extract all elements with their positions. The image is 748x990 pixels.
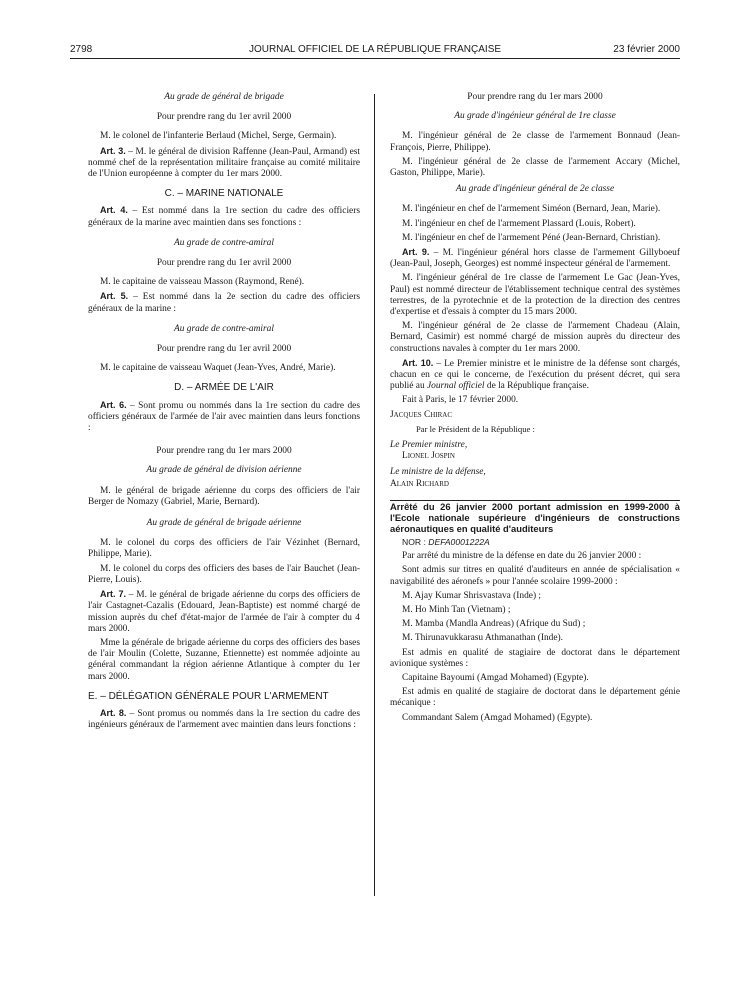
paragraph: M. l'ingénieur en chef de l'armement Plassard (Louis, Robert).	[402, 218, 636, 229]
issue-date: 23 février 2000	[613, 44, 680, 55]
grade-heading: Au grade d'ingénieur général de 2e classe	[455, 184, 615, 195]
column-divider	[374, 94, 375, 896]
article-text: – M. le général de division Raffenne (Jean-Paul, Armand) est nommé chef de la représentation militaire française au comité militaire de l'Union européenne à compter du 1er mars 2000.	[88, 146, 360, 180]
article-6	[88, 400, 360, 435]
premier-ministre-title: Le Premier ministre,	[390, 440, 468, 451]
paragraph: M. le capitaine de vaisseau Masson (Raymond, René).	[100, 277, 305, 288]
paragraph: Par arrêté du ministre de la défense en date du 26 janvier 2000 :	[402, 551, 642, 562]
article-label: Art. 8.	[100, 707, 127, 718]
article-5	[88, 291, 360, 314]
rang-line: Pour prendre rang du 1er avril 2000	[156, 112, 292, 123]
paragraph: M. le colonel du corps des officiers des bases de l'air Bauchet (Jean-Pierre, Louis).	[88, 563, 360, 585]
paragraph: M. le colonel du corps des officiers de l'air Vézinhet (Bernard, Philippe, Marie).	[88, 538, 360, 560]
paragraph: Est admis en qualité de stagiaire de doctorat dans le département génie mécanique :	[390, 687, 680, 709]
article-8	[88, 708, 360, 731]
paragraph: M. l'ingénieur général de 2e classe de l'armement Chadeau (Alain, Bernard, Casimir) est nommé chargé de mission auprès du directeur des constructions navales à compter du 1er mars 2000.	[390, 321, 680, 354]
nor-code: DEFA0001222A	[428, 536, 490, 547]
article-label: Art. 9.	[402, 247, 430, 258]
signature-president: Jacques Chirac	[390, 409, 453, 420]
list-item: M. Thirunavukkarasu Athmanathan (Inde).	[402, 633, 563, 644]
grade-heading: Au grade de général de division aérienne	[146, 465, 302, 476]
grade-heading: Au grade de général de brigade	[164, 92, 284, 102]
article-text: – Est nommé dans la 2e section du cadre des officiers généraux de la marine :	[88, 292, 360, 314]
paragraph: M. l'ingénieur en chef de l'armement Siméon (Bernard, Jean, Marie).	[402, 204, 661, 215]
article-7	[88, 589, 360, 635]
article-3	[88, 146, 360, 181]
paragraph: M. l'ingénieur général de 1re classe de l'armement Le Gac (Jean-Yves, Paul) est nommé directeur de l'établissement technique central des systèmes terrestres, de la pyrotechnie et de la protection de la direction des centres d'expertise et d'essais à compter du 15 mars 2000.	[390, 273, 680, 318]
paragraph: M. le général de brigade aérienne du corps des officiers de l'air Berger de Nomazy (Gabriel, Marie, Bernard).	[88, 485, 360, 507]
paragraph: M. le colonel de l'infanterie Berlaud (Michel, Serge, Germain).	[100, 131, 337, 142]
article-text: – Sont promus ou nommés dans la 1re section du cadre des ingénieurs généraux de l'armement avec maintien dans leurs fonctions :	[88, 708, 360, 731]
journal-reference: Journal officiel	[426, 381, 485, 392]
arrete-title: Arrêté du 26 janvier 2000 portant admission en 1999-2000 à l'Ecole nationale supérieure d'ingénieurs de constructions aéronautiques en qualité d'auditeurs	[390, 500, 680, 534]
fait-line: Fait à Paris, le 17 février 2000.	[402, 395, 519, 406]
section-heading-marine: C. – MARINE NATIONALE	[164, 188, 284, 200]
article-text: – M. le général de brigade aérienne du corps des officiers de l'air Castagnet-Cazalis (Edouard, Jean-Baptiste) est nommé chargé de mission auprès du chef d'état-major de l'armée de l'air à compter du 4 mars 2000.	[88, 590, 361, 634]
ministre-defense-name: Alain Richard	[390, 478, 449, 489]
article-text: – Le Premier ministre et le ministre de la défense sont chargés, chacun en ce qui le concerne, de l'exécution du présent décret, qui sera publié au	[390, 358, 680, 392]
paragraph: Est admis en qualité de stagiaire de doctorat dans le département avionique systèmes :	[390, 647, 680, 669]
par-le-president: Par le Président de la République :	[416, 423, 535, 434]
page-number: 2798	[70, 44, 93, 55]
header-rule	[70, 58, 680, 59]
rang-line: Pour prendre rang du 1er mars 2000	[156, 446, 292, 457]
page-header	[70, 44, 680, 58]
article-label: Art. 10.	[402, 357, 434, 368]
list-item: Capitaine Bayoumi (Amgad Mohamed) (Egypte).	[402, 672, 589, 683]
article-9	[390, 247, 680, 270]
left-column	[88, 92, 360, 734]
section-heading-armement: E. – DÉLÉGATION GÉNÉRALE POUR L'ARMEMENT	[88, 690, 329, 702]
right-column	[390, 92, 680, 727]
paragraph: M. l'ingénieur général de 2e classe de l'armement Accary (Michel, Gaston, Philippe, Marie).	[390, 156, 680, 179]
grade-heading: Au grade de contre-amiral	[174, 237, 274, 248]
article-label: Art. 3.	[100, 145, 126, 156]
article-label: Art. 5.	[100, 291, 129, 302]
paragraph: M. l'ingénieur en chef de l'armement Péné (Jean-Bernard, Christian).	[402, 232, 661, 243]
article-text: – Est nommé dans la 1re section du cadre des officiers généraux de la marine avec maintien dans ses fonctions :	[88, 206, 360, 228]
paragraph: Sont admis sur titres en qualité d'auditeurs en année de spécialisation « navigabilité des aéronefs » pour l'année scolaire 1999-2000 :	[390, 565, 680, 587]
section-heading-air: D. – ARMÉE DE L'AIR	[174, 382, 274, 394]
article-text: – Sont promu ou nommés dans la 1re section du cadre des officiers généraux de l'armée de l'air avec maintien dans leurs fonctions :	[88, 400, 360, 434]
article-10	[390, 358, 680, 393]
article-text: – M. l'ingénieur général hors classe de l'armement Gillyboeuf (Jean-Paul, Joseph, Georges) est nommé inspecteur général de l'armement.	[390, 248, 680, 270]
rang-line: Pour prendre rang du 1er avril 2000	[156, 258, 292, 269]
article-label: Art. 4.	[100, 205, 128, 216]
list-item: M. Mamba (Mandla Andreas) (Afrique du Sud) ;	[402, 619, 586, 630]
nor-label: NOR :	[402, 536, 429, 547]
article-4	[88, 205, 360, 228]
grade-heading: Au grade de général de brigade aérienne	[146, 518, 302, 529]
ministre-defense-title: Le ministre de la défense,	[390, 467, 486, 478]
paragraph: Mme la générale de brigade aérienne du corps des officiers des bases de l'air Moulin (Colette, Suzanne, Etiennette) est nommée adjointe au général commandant la région aérienne Atlantique à compter du 1er mars 2000.	[88, 637, 360, 682]
article-label: Art. 7.	[100, 589, 126, 600]
paragraph: M. le capitaine de vaisseau Waquet (Jean-Yves, André, Marie).	[100, 363, 336, 374]
article-text: de la République française.	[484, 381, 589, 392]
list-item: M. Ho Minh Tan (Vietnam) ;	[402, 604, 511, 615]
article-label: Art. 6.	[100, 399, 127, 410]
premier-ministre-name: Lionel Jospin	[402, 451, 455, 462]
paragraph: M. l'ingénieur général de 2e classe de l'armement Bonnaud (Jean-François, Pierre, Philippe).	[390, 131, 680, 153]
list-item: M. Ajay Kumar Shrisvastava (Inde) ;	[402, 590, 542, 601]
grade-heading: Au grade de contre-amiral	[174, 323, 274, 334]
rang-line: Pour prendre rang du 1er avril 2000	[156, 344, 292, 355]
journal-title: JOURNAL OFFICIEL DE LA RÉPUBLIQUE FRANÇAISE	[248, 44, 502, 55]
nor-reference	[390, 537, 680, 548]
list-item: Commandant Salem (Amgad Mohamed) (Egypte).	[402, 712, 593, 723]
rang-line: Pour prendre rang du 1er mars 2000	[467, 92, 603, 102]
grade-heading: Au grade d'ingénieur général de 1re classe	[454, 111, 616, 122]
